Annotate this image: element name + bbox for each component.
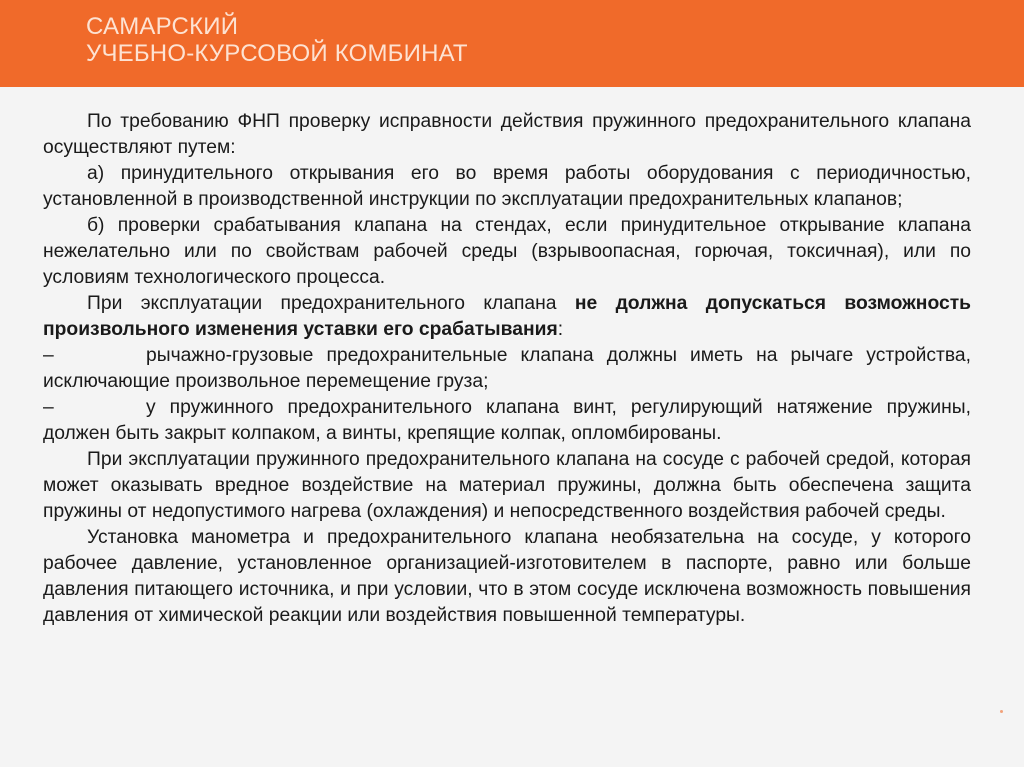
paragraph-operation-requirement xyxy=(43,291,971,343)
organization-name-line1: САМАРСКИЙ xyxy=(86,13,239,40)
paragraph-item-b: б) проверки срабатывания клапана на стендах, если принудительное открывание клапана нежелательно или по свойствам рабочей среды (взрывоопасная, горючая, токсичная), или по условиям технологического процесса. xyxy=(43,215,971,288)
organization-name-line2: УЧЕБНО-КУРСОВОЙ КОМБИНАТ xyxy=(86,40,468,67)
header-banner xyxy=(0,0,1024,87)
dash-item-lever-valves xyxy=(43,343,971,395)
dash-item-text: у пружинного предохранительного клапана винт, регулирующий натяжение пружины, должен быть закрыт колпаком, а винты, крепящие колпак, опломбированы. xyxy=(43,397,971,444)
dash-marker: – xyxy=(43,345,54,366)
dash-item-text: рычажно-грузовые предохранительные клапана должны иметь на рычаге устройства, исключающие произвольное перемещение груза; xyxy=(43,345,971,392)
dash-marker: – xyxy=(43,397,54,418)
organization-name xyxy=(86,13,468,67)
decorative-dot xyxy=(1000,710,1003,713)
requirement-bold-text: не должна допускаться возможность произвольного изменения уставки его срабатывания xyxy=(43,293,971,340)
paragraph-intro: По требованию ФНП проверку исправности действия пружинного предохранительного клапана осуществляют путем: xyxy=(43,111,971,158)
requirement-colon: : xyxy=(557,319,564,340)
dash-item-spring-valve xyxy=(43,395,971,447)
paragraph-manometer-installation: Установка манометра и предохранительного клапана необязательна на сосуде, у которого рабочее давление, установленное организацией-изготовителем в паспорте, равно или больше давления питающего источника, и при условии, что в этом сосуде исключена возможность повышения давления от химической реакции или воздействия повышенной температуры. xyxy=(43,527,971,626)
requirement-text: При эксплуатации предохранительного клапана xyxy=(87,293,575,314)
paragraph-spring-protection: При эксплуатации пружинного предохранительного клапана на сосуде с рабочей средой, которая может оказывать вредное воздействие на материал пружины, должна быть обеспечена защита пружины от недопустимого нагрева (охлаждения) и непосредственного воздействия рабочей среды. xyxy=(43,449,971,522)
document-body xyxy=(43,109,971,629)
paragraph-item-a: а) принудительного открывания его во время работы оборудования с периодичностью, установленной в производственной инструкции по эксплуатации предохранительных клапанов; xyxy=(43,163,971,210)
